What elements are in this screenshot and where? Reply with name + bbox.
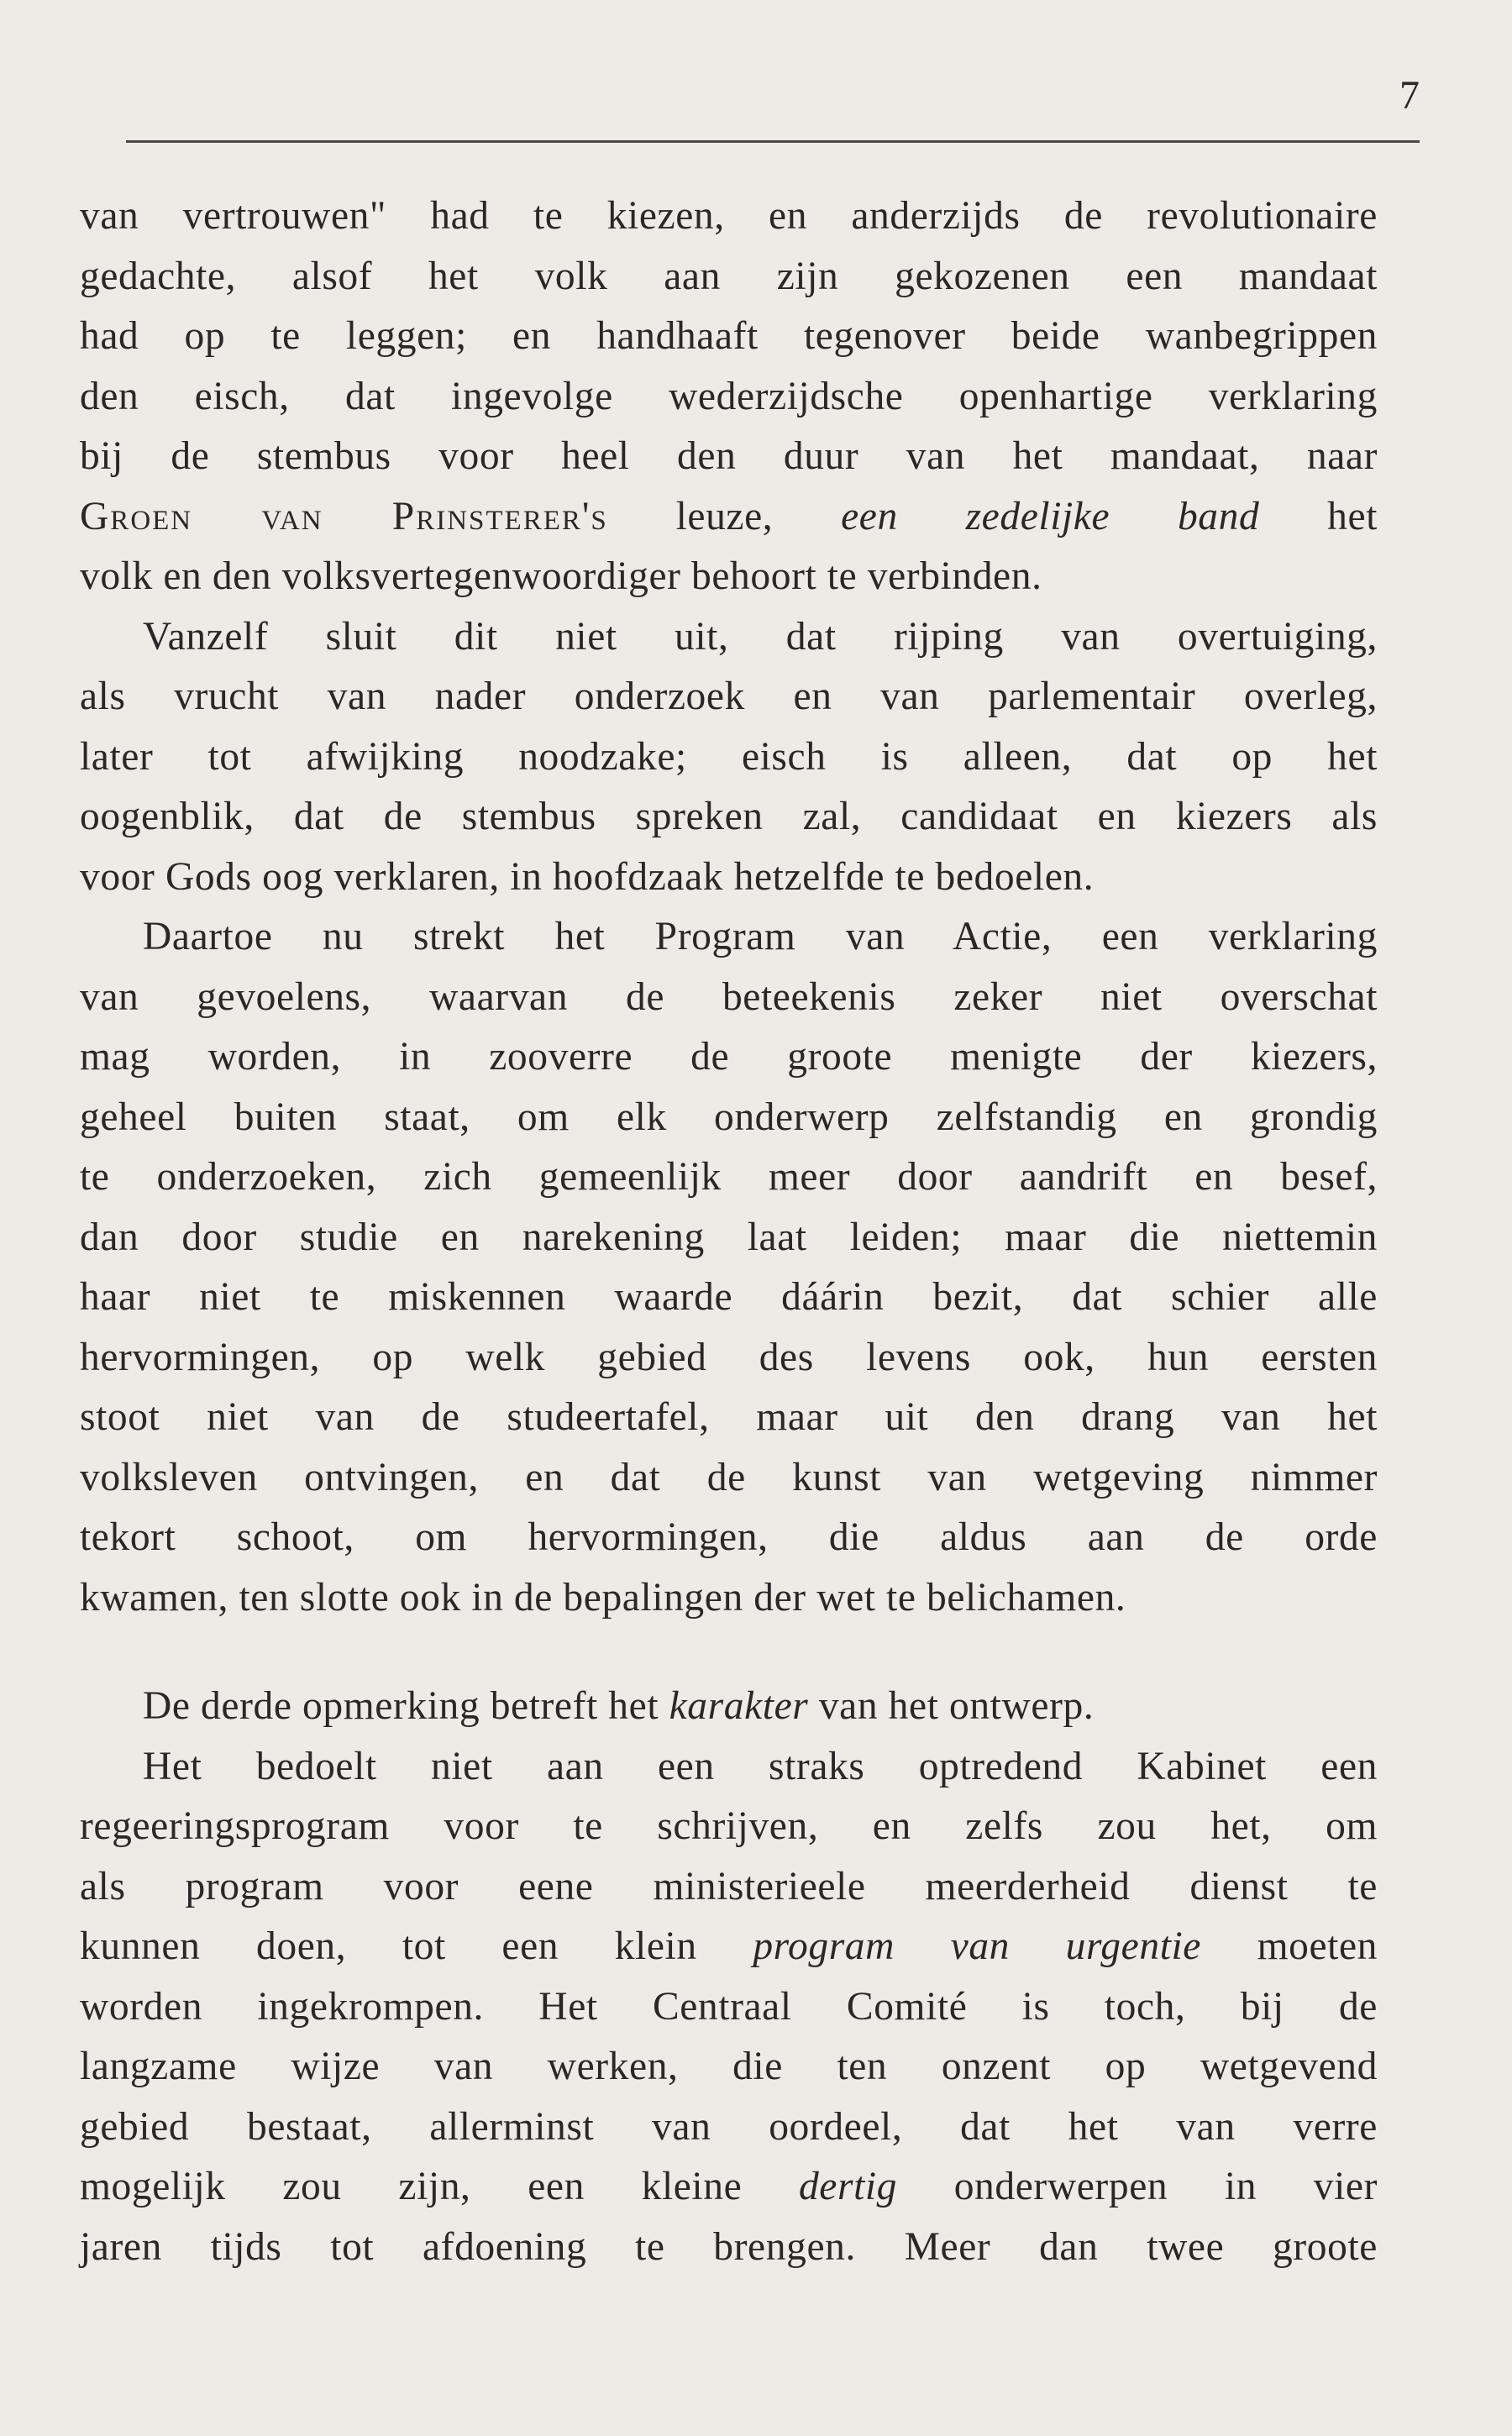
text-run: onderwerpen in vier: [897, 2165, 1378, 2208]
text-line: geheel buiten staat, om elk onderwerp zelfstandig en grondig: [80, 1095, 1378, 1139]
text-line: den eisch, dat ingevolge wederzijdsche openhartige verklaring: [80, 374, 1378, 418]
text-line: voor Gods oog verklaren, in hoofdzaak hetzelfde te bedoelen.: [80, 854, 1095, 899]
text-line: Het bedoelt niet aan een straks optredend Kabinet een: [143, 1744, 1378, 1788]
italic-phrase: een zedelijke band: [841, 494, 1260, 538]
italic-word: karakter: [669, 1684, 809, 1728]
text-run: kunnen doen, tot een klein: [80, 1924, 753, 1968]
paragraph-1: [80, 186, 1378, 607]
text-line: van gevoelens, waarvan de beteekenis zeker niet overschat: [80, 974, 1378, 1019]
text-line: tekort schoot, om hervormingen, die aldus aan de orde: [80, 1515, 1378, 1559]
text-line: bij de stembus voor heel den duur van het mandaat, naar: [80, 434, 1378, 478]
text-line: langzame wijze van werken, die ten onzent op wetgevend: [80, 2045, 1378, 2088]
text-line: had op te leggen; en handhaaft tegenover beide wanbegrippen: [80, 314, 1378, 358]
text-line: [80, 2157, 1378, 2218]
page-number: 7: [1399, 73, 1420, 118]
text-line: mag worden, in zooverre de groote menigte der kiezers,: [80, 1035, 1378, 1079]
text-line: volk en den volksvertegenwoordiger behoort te verbinden.: [80, 554, 1042, 598]
paragraph-3: [80, 907, 1378, 1628]
text-line: hervormingen, op welk gebied des levens ook, hun eersten: [80, 1335, 1378, 1379]
text-run: moeten: [1200, 1924, 1378, 1968]
text-line: regeeringsprogram voor te schrijven, en zelfs zou het, om: [80, 1804, 1378, 1848]
text-line: oogenblik, dat de stembus spreken zal, candidaat en kiezers als: [80, 795, 1378, 838]
text-line: van vertrouwen" had te kiezen, en anderzijds de revolutionaire: [80, 194, 1378, 238]
text-line: gebied bestaat, allerminst van oordeel, dat het van verre: [80, 2104, 1378, 2149]
text-line: stoot niet van de studeertafel, maar uit den drang van het: [80, 1395, 1378, 1439]
text-line: volksleven ontvingen, en dat de kunst van wetgeving nimmer: [80, 1455, 1378, 1499]
text-line: als vrucht van nader onderzoek en van parlementair overleg,: [80, 675, 1378, 718]
text-line: [80, 1677, 1378, 1737]
author-name: Groen van Prinsterer's: [80, 494, 608, 538]
page-header: [126, 67, 1420, 143]
text-line: dan door studie en narekening laat leiden; maar die niettemin: [80, 1215, 1378, 1259]
text-line: Vanzelf sluit dit niet uit, dat rijping van overtuiging,: [143, 614, 1378, 659]
text-line: kwamen, ten slotte ook in de bepalingen der wet te belichamen.: [80, 1575, 1126, 1620]
text-line: gedachte, alsof het volk aan zijn gekozenen een mandaat: [80, 254, 1378, 298]
text-line: haar niet te miskennen waarde dáárin bezit, dat schier alle: [80, 1275, 1378, 1319]
section-gap: [80, 1628, 1378, 1677]
paragraph-2: [80, 607, 1378, 908]
text-line: worden ingekrompen. Het Centraal Comité is toch, bij de: [80, 1984, 1378, 2029]
text-line: jaren tijds tot afdoening te brengen. Meer dan twee groote: [80, 2224, 1378, 2269]
text-line: als program voor eene ministerieele meerderheid dienst te: [80, 1864, 1378, 1908]
text-run: leuze,: [607, 494, 842, 538]
text-run: van het ontwerp.: [808, 1684, 1095, 1728]
text-line: [80, 487, 1378, 548]
body-text: [80, 186, 1378, 2277]
text-run: het: [1259, 494, 1378, 538]
text-line: te onderzoeken, zich gemeenlijk meer door aandrift en besef,: [80, 1155, 1378, 1199]
text-line: later tot afwijking noodzake; eisch is alleen, dat op het: [80, 734, 1378, 779]
text-line: [80, 1917, 1378, 1977]
paragraph-5: [80, 1737, 1378, 2278]
text-run: De derde opmerking betreft het: [143, 1684, 669, 1728]
text-line: Daartoe nu strekt het Program van Actie, een verklaring: [143, 915, 1378, 958]
header-rule: [126, 140, 1420, 143]
italic-word: dertig: [798, 2165, 898, 2208]
italic-phrase: program van urgentie: [753, 1924, 1201, 1968]
paragraph-4: [80, 1677, 1378, 1737]
text-run: mogelijk zou zijn, een kleine: [80, 2165, 799, 2208]
